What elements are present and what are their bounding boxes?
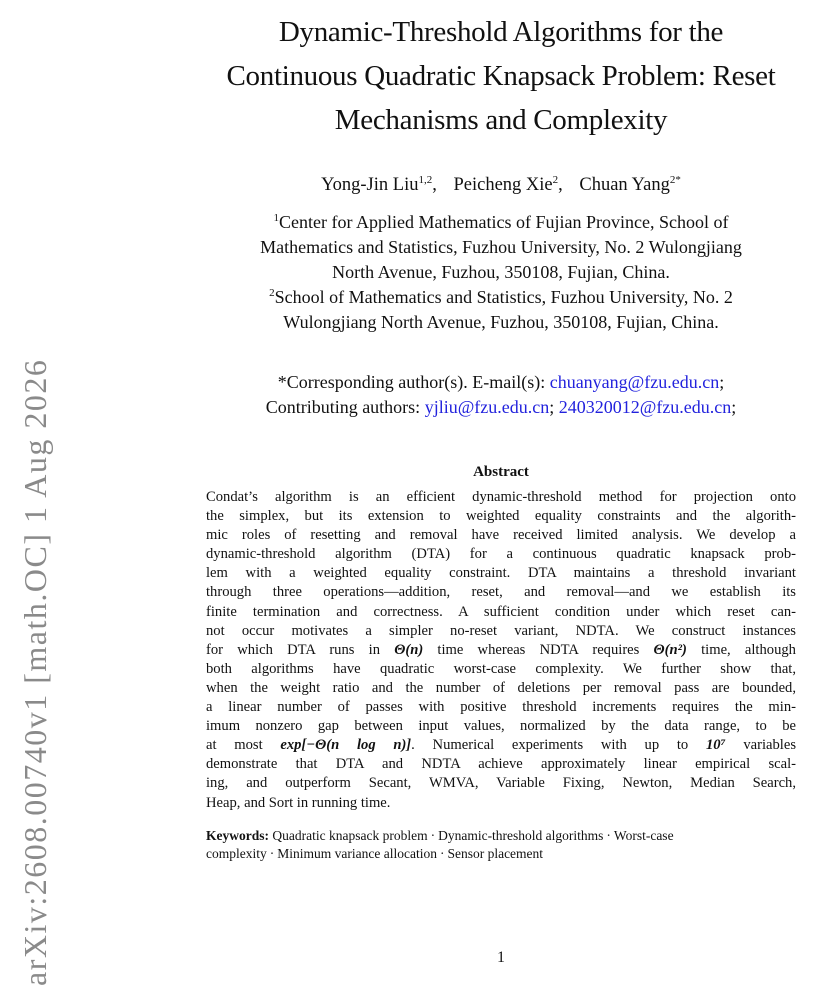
author-list xyxy=(186,173,816,197)
keyword: Minimum variance allocation xyxy=(277,845,437,861)
keyword-separator: · xyxy=(439,845,445,861)
abstract-line: dynamic-threshold algorithm (DTA) for a continuous quadratic knapsack prob- xyxy=(206,546,796,563)
affiliation-1 xyxy=(186,210,816,285)
author: Chuan Yang$^{2*}$ xyxy=(579,174,681,195)
abstract-line: Heap, and Sort in running time. xyxy=(206,794,391,811)
keywords-line xyxy=(206,845,796,863)
title-line: Dynamic-Threshold Algorithms for the xyxy=(278,16,724,48)
keywords-line xyxy=(206,827,796,845)
keyword: complexity xyxy=(206,845,267,861)
keyword-separator: · xyxy=(430,827,436,843)
title-line: Continuous Quadratic Knapsack Problem: Reset xyxy=(226,60,776,92)
arxiv-stamp xyxy=(14,316,56,986)
abstract-line: mic roles of resetting and removal have received limited analysis. We develop a xyxy=(206,527,796,544)
affiliation-2 xyxy=(186,285,816,335)
keyword: Dynamic-threshold algorithms xyxy=(438,827,604,843)
affiliation-line: Wulongjiang North Avenue, Fuzhou, 350108, Fujian, China. xyxy=(283,312,719,332)
abstract-line: for which DTA runs in Θ(n) time whereas NDTA requires Θ(n²) time, although xyxy=(206,641,796,658)
abstract-line: the simplex, but its extension to weighted equality constraints and the algorith- xyxy=(206,508,796,525)
abstract-line: when the weight ratio and the number of deletions per removal pass are bounded, xyxy=(206,679,796,696)
keywords xyxy=(206,827,796,863)
author: Peicheng Xie$^2$, xyxy=(453,174,563,195)
math-expression: exp[−Θ(n log n)] xyxy=(280,737,412,754)
abstract-heading: Abstract xyxy=(473,464,529,480)
arxiv-identifier: arXiv:2608.00740v1 [math.OC] 1 Aug 2026 xyxy=(17,358,53,986)
abstract-body xyxy=(206,488,796,813)
abstract-line: imum nonzero gap between input values, normalized by the data range, to be xyxy=(206,718,796,735)
abstract-line: a linear number of passes with positive threshold increments requires the min- xyxy=(206,699,796,716)
affiliation-line: Mathematics and Statistics, Fuzhou University, No. 2 Wulongjiang xyxy=(260,237,742,257)
paper-page xyxy=(186,0,816,966)
keyword: Quadratic knapsack problem xyxy=(272,827,428,843)
keyword: Worst-case xyxy=(613,827,674,843)
abstract-line: ing, and outperform Secant, WMVA, Variable Fixing, Newton, Median Search, xyxy=(206,775,796,792)
abstract-line: not occur motivates a simpler no-reset variant, NDTA. We construct instances xyxy=(206,622,796,639)
paper-title xyxy=(186,10,816,142)
abstract-line: both algorithms have quadratic worst-case complexity. We further show that, xyxy=(206,660,796,677)
math-expression: Θ(n²) xyxy=(653,641,687,658)
keyword-separator: · xyxy=(269,845,275,861)
page-number: 1 xyxy=(497,949,505,966)
contributing-email-link[interactable]: yjliu@fzu.edu.cn xyxy=(424,397,550,417)
keyword-separator: · xyxy=(606,827,611,843)
keyword: Sensor placement xyxy=(447,845,544,861)
affiliation-line: $^2$School of Mathematics and Statistics, Fuzhou University, No. 2 xyxy=(269,287,733,307)
contributing-email-link[interactable]: 240320012@fzu.edu.cn xyxy=(558,397,732,417)
keywords-label: Keywords: xyxy=(206,827,269,843)
abstract-line: demonstrate that DTA and NDTA achieve approximately linear empirical scal- xyxy=(206,756,796,773)
affiliation-line: North Avenue, Fuzhou, 350108, Fujian, China. xyxy=(332,262,670,282)
corresponding-email-link[interactable]: chuanyang@fzu.edu.cn xyxy=(549,372,720,392)
contact-info xyxy=(186,370,816,420)
abstract-line: finite termination and correctness. A sufficient condition under which reset can- xyxy=(206,603,796,620)
abstract-section xyxy=(206,462,796,863)
affiliation-line: $^1$Center for Applied Mathematics of Fujian Province, School of xyxy=(273,212,729,232)
abstract-line: through three operations—addition, reset, and removal—and we establish its xyxy=(206,584,796,601)
contributing-authors: Contributing authors: yjliu@fzu.edu.cn; 240320012@fzu.edu.cn; xyxy=(265,397,737,417)
author: Yong-Jin Liu$^{1,2}$, xyxy=(321,174,437,195)
math-expression: 10⁷ xyxy=(705,737,726,754)
corresponding-author: *Corresponding author(s). E-mail(s): chuanyang@fzu.edu.cn; xyxy=(277,372,725,392)
abstract-line: lem with a weighted equality constraint. DTA maintains a threshold invariant xyxy=(206,565,796,582)
affiliations xyxy=(186,210,816,335)
math-expression: Θ(n) xyxy=(394,641,424,658)
abstract-line: Condat’s algorithm is an efficient dynamic-threshold method for projection onto xyxy=(206,489,796,505)
title-line: Mechanisms and Complexity xyxy=(334,104,668,136)
abstract-line: at most exp[−Θ(n log n)]. Numerical experiments with up to 10⁷ variables xyxy=(206,737,797,754)
